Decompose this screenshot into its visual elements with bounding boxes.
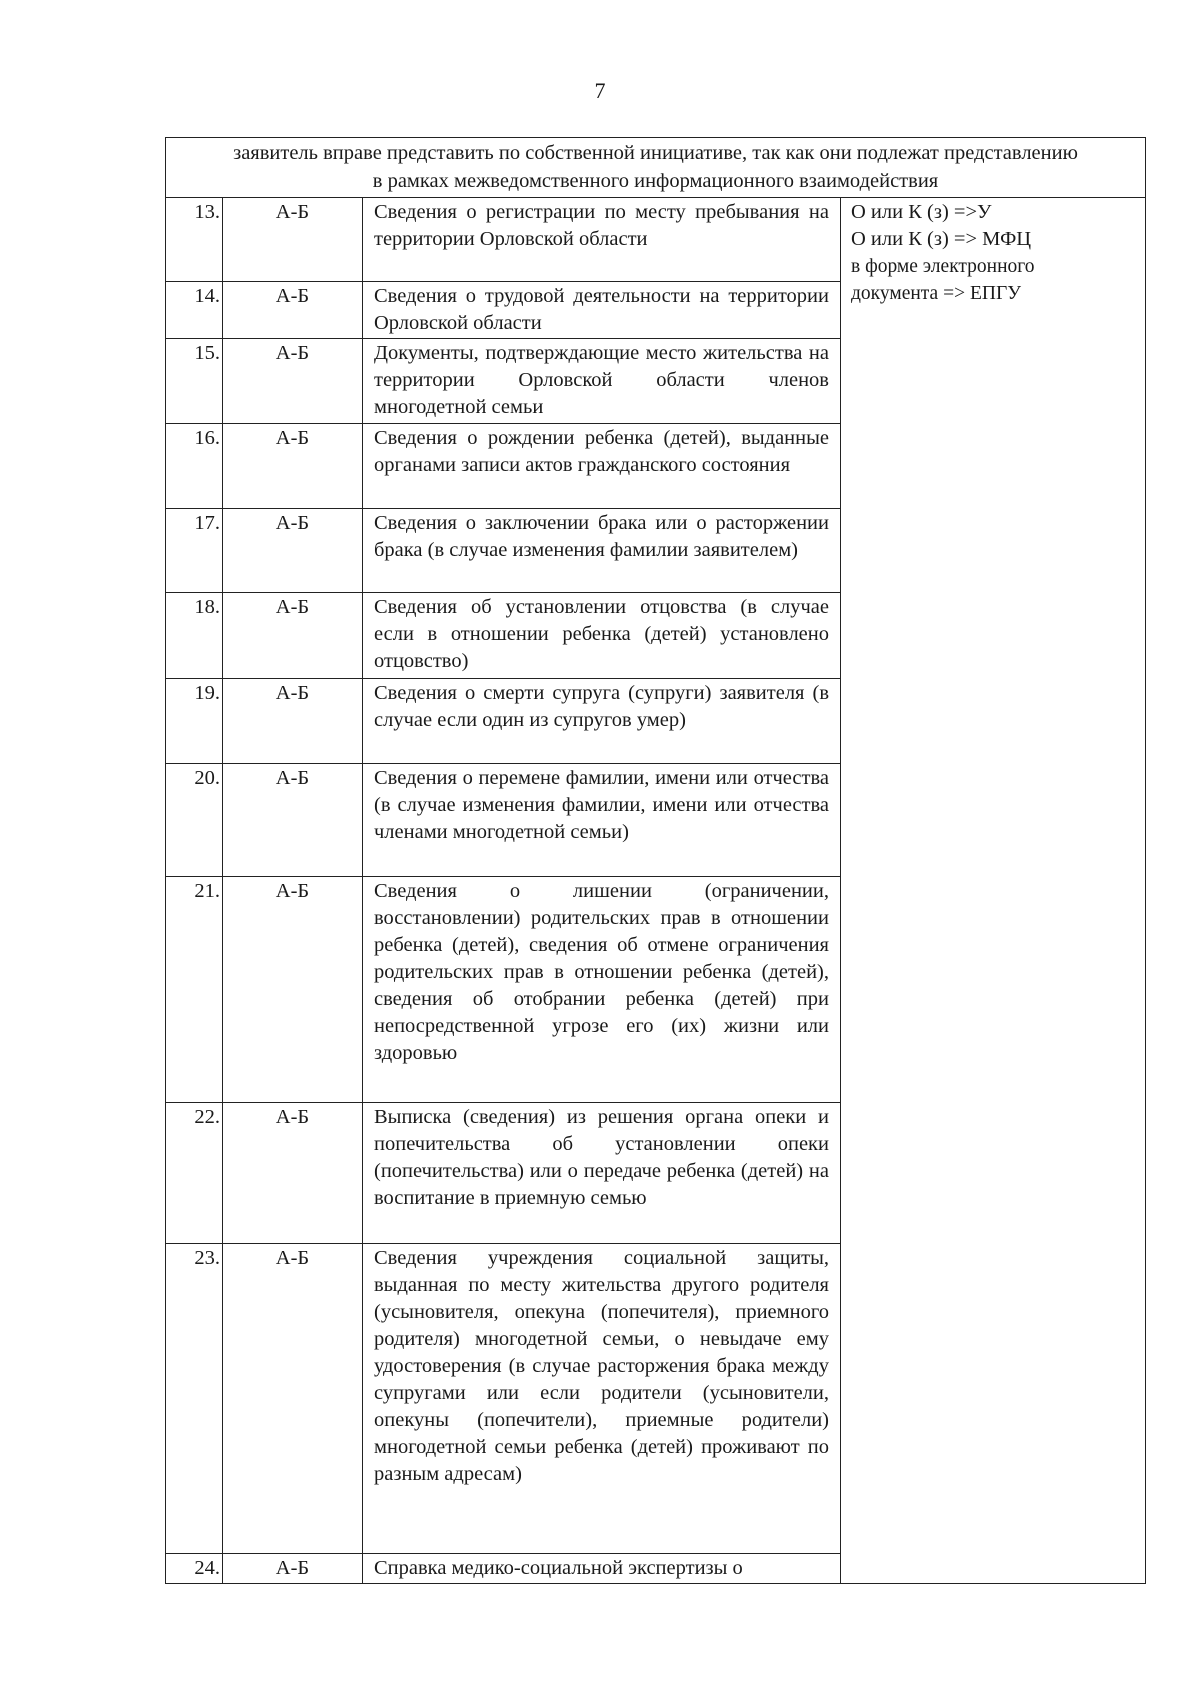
row-description: Сведения о трудовой деятельности на территории Орловской области <box>363 282 841 339</box>
row-description: Сведения о перемене фамилии, имени или отчества (в случае изменения фамилии, имени или отчества членами многодетной семьи) <box>363 764 841 877</box>
row-code: А-Б <box>223 282 363 339</box>
row-code: А-Б <box>223 1244 363 1554</box>
row-number: 15. <box>166 339 223 424</box>
row-code: А-Б <box>223 424 363 509</box>
row-code: А-Б <box>223 764 363 877</box>
table-row <box>166 198 1146 282</box>
method-line: в форме электронного <box>851 256 1035 277</box>
submission-method-cell <box>841 198 1146 1584</box>
row-description: Сведения о регистрации по месту пребывания на территории Орловской области <box>363 198 841 282</box>
row-number: 13. <box>166 198 223 282</box>
row-code: А-Б <box>223 679 363 764</box>
row-number: 18. <box>166 593 223 679</box>
row-code: А-Б <box>223 1103 363 1244</box>
row-code: А-Б <box>223 877 363 1103</box>
row-description: Сведения учреждения социальной защиты, выданная по месту жительства другого родителя (усыновителя, опекуна (попечителя), приемного родителя) многодетной семьи, о невыдаче ему удостоверения (в случае расторжения брака между супругами или если родители (усыновители, опекуны (попечители), приемные родители) многодетной семьи ребенка (детей) проживают по разным адресам) <box>363 1244 841 1554</box>
row-description: Сведения о смерти супруга (супруги) заявителя (в случае если один из супругов умер) <box>363 679 841 764</box>
row-description: Сведения о лишении (ограничении, восстановлении) родительских прав в отношении ребенка (детей), сведения об отмене ограничения родительских прав в отношении ребенка (детей), сведения об отобрании ребенка (детей) при непосредственной угрозе его (их) жизни или здоровью <box>363 877 841 1103</box>
row-description: Выписка (сведения) из решения органа опеки и попечительства об установлении опеки (попечительства) или о передаче ребенка (детей) на воспитание в приемную семью <box>363 1103 841 1244</box>
method-line: О или К (з) => МФЦ <box>851 228 1032 250</box>
row-code: А-Б <box>223 509 363 593</box>
row-number: 17. <box>166 509 223 593</box>
row-number: 21. <box>166 877 223 1103</box>
section-header-row <box>166 138 1146 198</box>
row-code: А-Б <box>223 593 363 679</box>
row-number: 20. <box>166 764 223 877</box>
row-code: А-Б <box>223 198 363 282</box>
row-code: А-Б <box>223 339 363 424</box>
row-number: 23. <box>166 1244 223 1554</box>
row-description: Сведения о заключении брака или о расторжении брака (в случае изменения фамилии заявителем) <box>363 509 841 593</box>
row-number: 14. <box>166 282 223 339</box>
documents-table <box>165 137 1146 1584</box>
row-description: Сведения об установлении отцовства (в случае если в отношении ребенка (детей) установлено отцовство) <box>363 593 841 679</box>
row-number: 22. <box>166 1103 223 1244</box>
row-description: Документы, подтверждающие место жительства на территории Орловской области членов многодетной семьи <box>363 339 841 424</box>
row-number: 19. <box>166 679 223 764</box>
method-line: документа => ЕПГУ <box>851 283 1022 304</box>
method-line: О или К (з) =>У <box>851 201 992 223</box>
row-description: Сведения о рождении ребенка (детей), выданные органами записи актов гражданского состояния <box>363 424 841 509</box>
row-number: 24. <box>166 1554 223 1584</box>
section-note: заявитель вправе представить по собственной инициативе, так как они подлежат представлению в рамках межведомственного информационного взаимодействия <box>166 138 1146 198</box>
row-description: Справка медико-социальной экспертизы о <box>363 1554 841 1584</box>
page-number: 7 <box>594 78 606 103</box>
row-number: 16. <box>166 424 223 509</box>
row-code: А-Б <box>223 1554 363 1584</box>
